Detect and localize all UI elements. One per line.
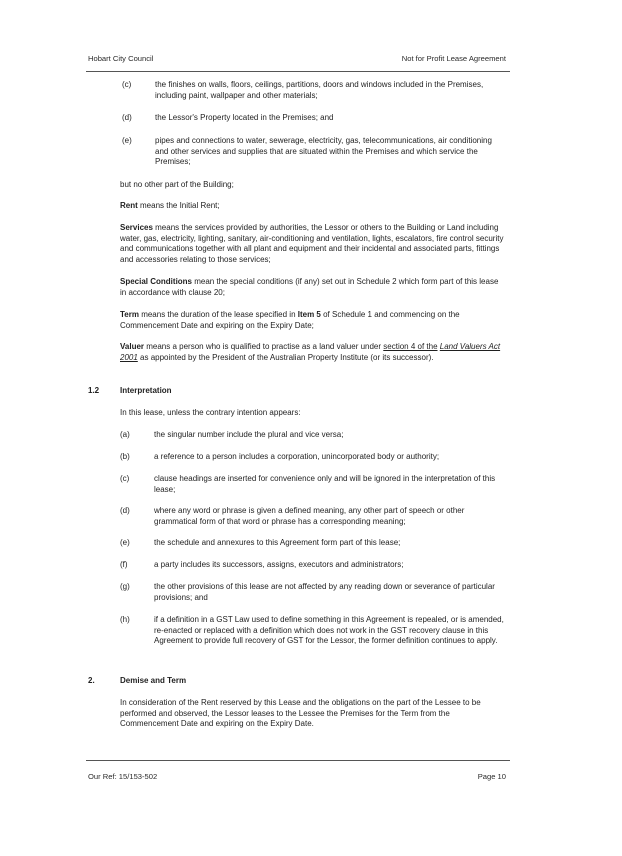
section-body: In consideration of the Rent reserved by this Lease and the obligations on the part of the Lessee to be performed and observed, the Lessor leases to the Lessee the Premises for the Term from the Commencement Date and expiring on the Expiry Date.	[120, 698, 481, 729]
list-item-text: the Lessor's Property located in the Premises; and	[155, 113, 334, 122]
defined-term: Special Conditions	[120, 277, 193, 286]
section-intro: In this lease, unless the contrary intention appears:	[120, 408, 301, 417]
definition-text: means the Initial Rent;	[137, 201, 220, 210]
list-item-label: (d)	[122, 113, 132, 122]
definition-text: as appointed by the President of the Australian Property Institute (or its successor).	[137, 352, 434, 362]
header-council-name: Hobart City Council	[88, 54, 154, 63]
definition-text: of Schedule 1 and commencing on the Commencement Date and expiring on the Expiry Date;	[120, 310, 460, 330]
list-item-text: if a definition in a GST Law used to define something in this Agreement is repealed, or is amended, re-enacted or replaced with a definition which does not work in the GST recovery clause in this Agreement to provide full recovery of GST for the Lessor, the former definition continues to apply.	[154, 615, 504, 646]
list-item-text: a reference to a person includes a corporation, unincorporated body or authority;	[154, 452, 440, 461]
page-number: Page 10	[477, 772, 506, 781]
list-item-text: clause headings are inserted for convenience only and will be ignored in the interpretation of this lease;	[154, 474, 496, 494]
list-item-text: the schedule and annexures to this Agreement form part of this lease;	[154, 538, 401, 547]
list-item-label: (a)	[120, 430, 130, 439]
list-item-label: (e)	[120, 538, 130, 547]
list-item-text: the finishes on walls, floors, ceilings, partitions, doors and windows included in the Premises, including paint, wallpaper and other materials;	[155, 80, 484, 100]
list-item-text: a party includes its successors, assigns, executors and administrators;	[154, 560, 404, 569]
definition-text: means a person who is qualified to practise as a land valuer under	[144, 342, 384, 351]
header-document-title: Not for Profit Lease Agreement	[401, 54, 506, 63]
definition-special-conditions	[120, 277, 504, 298]
list-item-text: the other provisions of this lease are not affected by any reading down or severance of particular provisions; and	[154, 582, 495, 602]
section-heading: Demise and Term	[120, 676, 187, 685]
definition-text: means the duration of the lease specified in	[138, 310, 298, 319]
footer-reference: Our Ref: 15/153-502	[88, 772, 158, 781]
definition-services	[120, 223, 504, 265]
list-item-text: where any word or phrase is given a defined meaning, any other part of speech or other grammatical form of that word or phrase has a corresponding meaning;	[154, 506, 465, 526]
list-item-text: the singular number include the plural and vice versa;	[154, 430, 344, 439]
defined-term: Valuer	[120, 342, 145, 351]
footer-rule	[86, 760, 510, 761]
list-item-label: (f)	[120, 560, 128, 569]
list-item-label: (h)	[120, 615, 130, 624]
header-rule	[86, 71, 510, 72]
defined-term: Term	[120, 310, 139, 319]
schedule-item-reference: Item 5	[297, 310, 321, 319]
list-item-label: (e)	[122, 136, 132, 145]
list-item-label: (g)	[120, 582, 130, 591]
section-number: 1.2	[88, 386, 100, 395]
definition-valuer	[120, 342, 504, 363]
list-item-label: (b)	[120, 452, 130, 461]
definition-text: mean the special conditions (if any) set out in Schedule 2 which form part of this lease in accordance with clause 20;	[120, 277, 499, 297]
list-item-label: (c)	[122, 80, 132, 89]
definition-text: means the services provided by authorities, the Lessor or others to the Building or Land including water, gas, electricity, lighting, sanitary, air-conditioning and ventilation, lights, escalators, fire control security and communications together with all plant and equipment and their incidental and associated parts, fittings and accessories relating to those services;	[120, 223, 504, 264]
statute-name: Land Valuers Act 2001	[120, 342, 501, 362]
list-item-label: (c)	[120, 474, 130, 483]
statute-section-reference: section 4 of the	[383, 342, 438, 351]
definition-rent	[120, 201, 504, 212]
section-number: 2.	[88, 676, 95, 685]
section-heading: Interpretation	[120, 386, 172, 395]
defined-term: Services	[120, 223, 153, 232]
list-item-text: pipes and connections to water, sewerage, electricity, gas, telecommunications, air conditioning and other services and supplies that are situated within the Premises and which service the Premises;	[155, 136, 492, 167]
definition-term	[120, 310, 504, 331]
clause-continuation: but no other part of the Building;	[120, 180, 234, 189]
defined-term: Rent	[120, 201, 138, 210]
list-item-label: (d)	[120, 506, 130, 515]
